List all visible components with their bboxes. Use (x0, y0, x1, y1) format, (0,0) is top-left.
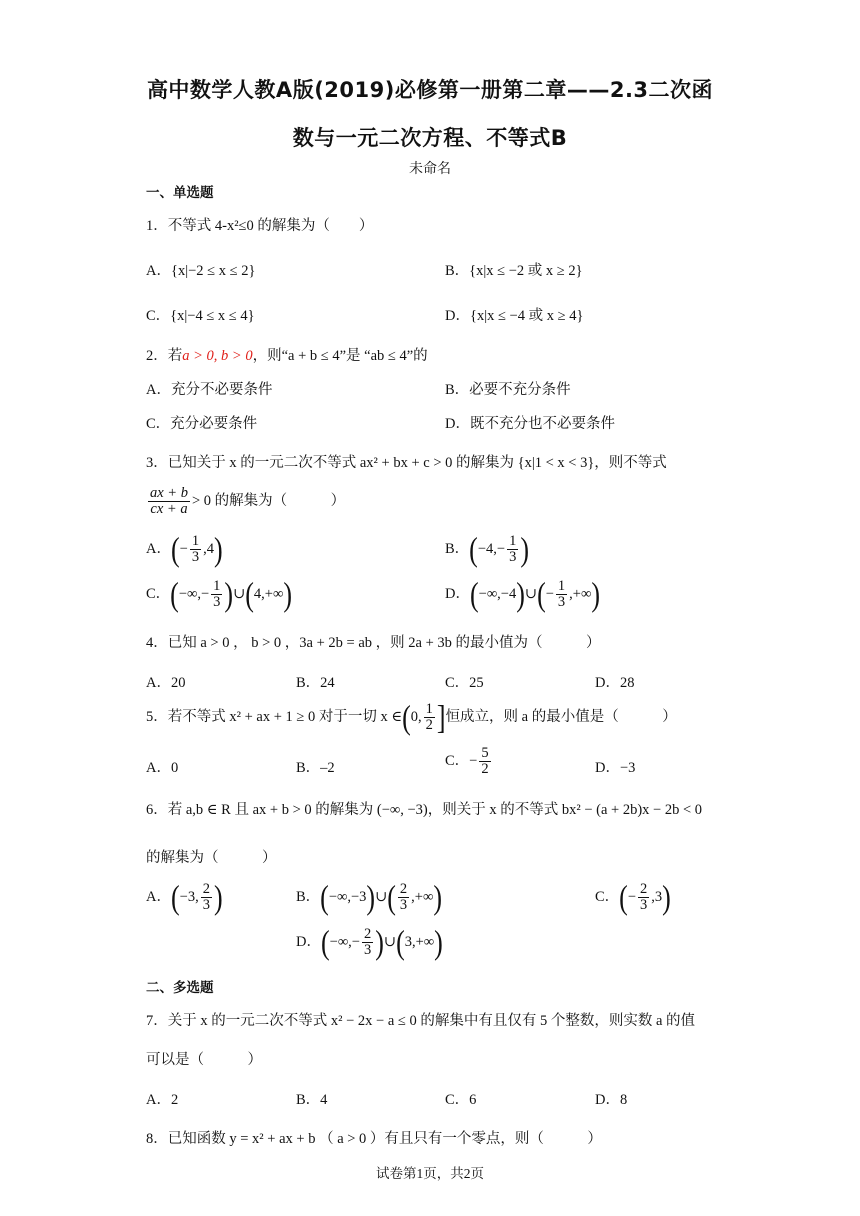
section-single-choice: 一、单选题 (146, 185, 214, 201)
question-4-stem: 4．已知 a > 0 ， b > 0 ，3a + 2b = ab ，则 2a + 3b 的最小值为（ ） (146, 635, 601, 651)
q2-option-a: A．充分不必要条件 (146, 382, 273, 398)
q1-option-d-math: {x|x ≤ −4 或 x ≥ 4} (469, 308, 584, 324)
q7-option-c: C．6 (445, 1092, 477, 1108)
question-7-stem-2: 可以是（ ） (146, 1052, 262, 1068)
q6-option-b-label: B． (296, 889, 321, 906)
q1-option-c-math: {x|−4 ≤ x ≤ 4} (170, 308, 255, 324)
q3-fraction-denominator: cx + a (150, 501, 188, 518)
q2-condition: a > 0, b > 0 (182, 348, 253, 364)
q6-option-b: B．(−∞,−3)∪( $\frac{2}{3}$ ,+∞) (296, 878, 442, 916)
q3-option-c: C．(−∞,− $\frac{1}{3}$ )∪(4,+∞) (146, 575, 292, 613)
q5-stem-post: 恒成立，则 a 的最小值是（ ） (445, 709, 677, 726)
subtitle: 未命名 (409, 162, 451, 177)
q4-option-d: D．28 (595, 675, 635, 691)
question-7-stem: 7．关于 x 的一元二次不等式 x² − 2x − a ≤ 0 的解集中有且仅有 5 个整数，则实数 a 的值 (146, 1013, 696, 1029)
q5-option-d: D．−3 (595, 760, 636, 776)
q5-stem-pre: 5．若不等式 x² + ax + 1 ≥ 0 对于一切 x ∈ (146, 709, 403, 726)
q1-option-b-label: B． (445, 263, 470, 279)
title-line-2: 数与一元二次方程、不等式B (292, 126, 568, 150)
q5-option-c-label: C． (445, 753, 470, 770)
question-6-stem: 6．若 a,b ∈ R 且 ax + b > 0 的解集为 (−∞, −3)，则关于 x 的不等式 bx² − (a + 2b)x − 2b < 0 (146, 802, 703, 818)
q7-option-d: D．8 (595, 1092, 628, 1108)
q3-option-c-label: C． (146, 586, 171, 603)
q5-option-b: B．–2 (296, 760, 335, 776)
q3-option-d: D．(−∞,−4)∪(− $\frac{1}{3}$ ,+∞) (445, 575, 600, 613)
question-2-stem (146, 344, 428, 365)
q3-fraction (148, 486, 190, 517)
q2-stem-post: ，则“a + b ≤ 4”是 “ab ≤ 4”的 (252, 348, 428, 364)
q7-option-a: A．2 (146, 1092, 179, 1108)
q1-option-c-label: C． (146, 308, 171, 324)
q5-option-a: A．0 (146, 760, 179, 776)
question-5-stem: 5．若不等式 x² + ax + 1 ≥ 0 对于一切 x ∈(0, $\frac{1}{2}$ ]恒成立，则 a 的最小值是（ ） (146, 698, 677, 736)
section-multiple-choice: 二、多选题 (146, 980, 214, 996)
q6-option-d: D．(−∞,− $\frac{2}{3}$ )∪(3,+∞) (296, 923, 443, 961)
question-8-stem: 8．已知函数 y = x² + ax + b （ a > 0 ）有且只有一个零点，则（ ） (146, 1131, 602, 1147)
q6-option-a: A．(−3, $\frac{2}{3}$ ) (146, 878, 223, 916)
question-3-stem-2 (146, 486, 345, 517)
q1-option-d (445, 304, 583, 325)
q4-option-c: C．25 (445, 675, 484, 691)
question-6-stem-2: 的解集为（ ） (146, 850, 277, 866)
q3-option-a: A．(− $\frac{1}{3}$ ,4) (146, 530, 223, 568)
q1-option-b (445, 259, 583, 280)
q1-option-d-label: D． (445, 308, 470, 324)
q7-option-b: B．4 (296, 1092, 328, 1108)
q2-option-d: D．既不充分也不必要条件 (445, 416, 615, 432)
q3-stem-tail: > 0 的解集为（ ） (191, 493, 346, 510)
q1-option-a (146, 259, 255, 280)
q3-option-d-label: D． (445, 586, 470, 603)
q6-option-d-label: D． (296, 934, 321, 951)
q3-option-b-label: B． (445, 541, 470, 558)
q5-option-c: C．− $\frac{5}{2}$ (445, 745, 489, 778)
q4-option-b: B．24 (296, 675, 335, 691)
question-3-stem: 3．已知关于 x 的一元二次不等式 ax² + bx + c > 0 的解集为 {x|1 < x < 3}，则不等式 (146, 455, 667, 471)
q2-option-c: C．充分必要条件 (146, 416, 258, 432)
q6-option-a-label: A． (146, 889, 171, 906)
q1-option-a-math: {x|−2 ≤ x ≤ 2} (170, 263, 256, 279)
question-1-stem: 1．不等式 4-x²≤0 的解集为（ ） (146, 218, 374, 234)
q2-stem-pre: 2．若 (146, 348, 183, 364)
q3-fraction-numerator: ax + b (150, 485, 188, 501)
q6-option-c: C．(− $\frac{2}{3}$ ,3) (595, 878, 671, 916)
q2-option-b: B．必要不充分条件 (445, 382, 571, 398)
q6-option-c-label: C． (595, 889, 620, 906)
q1-option-a-label: A． (146, 263, 171, 279)
q4-option-a: A．20 (146, 675, 186, 691)
q3-option-b: B．(−4,− $\frac{1}{3}$ ) (445, 530, 529, 568)
q1-option-c (146, 304, 255, 325)
page-footer: 试卷第1页，共2页 (376, 1166, 484, 1181)
q1-option-b-math: {x|x ≤ −2 或 x ≥ 2} (469, 263, 583, 279)
q3-option-a-label: A． (146, 541, 171, 558)
title-line-1: 高中数学人教A版(2019)必修第一册第二章——2.3二次函 (146, 78, 714, 102)
